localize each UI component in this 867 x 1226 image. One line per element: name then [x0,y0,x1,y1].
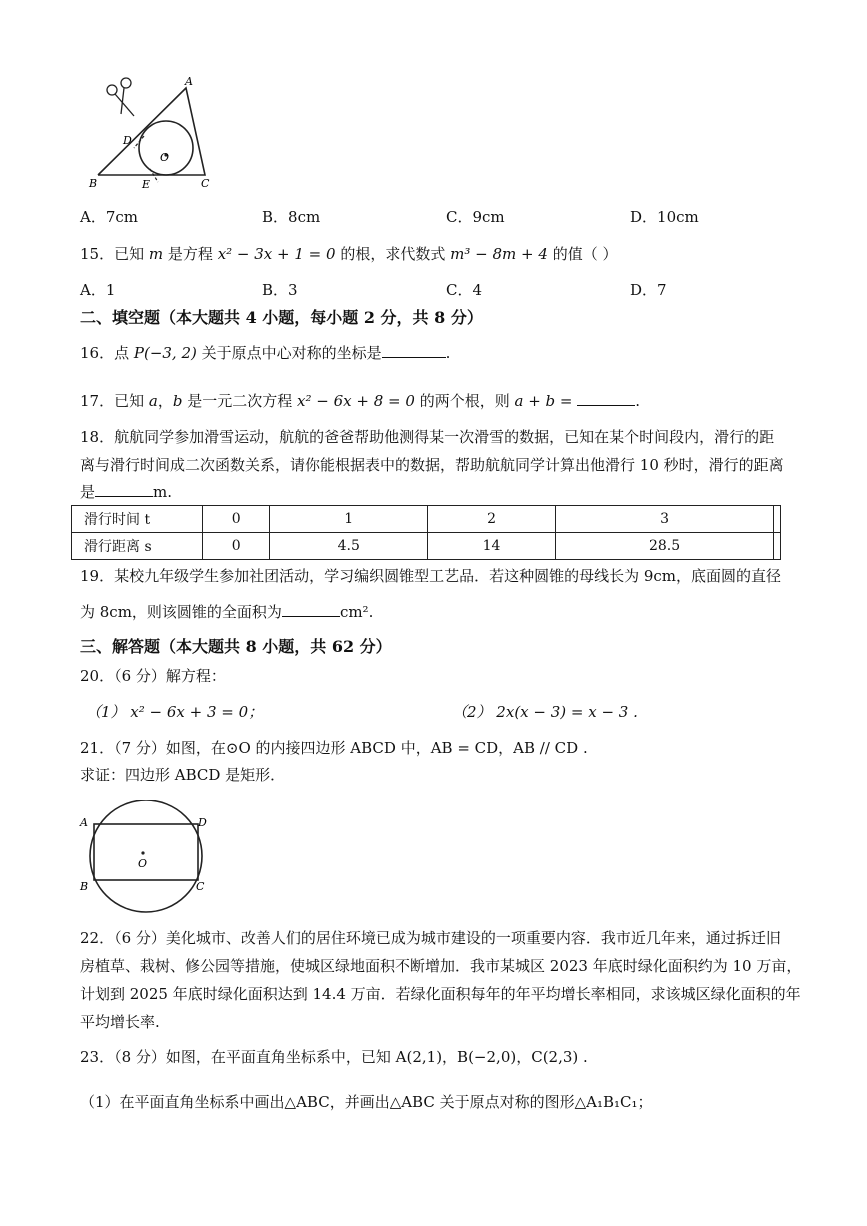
q16-point: P(−3, 2) [133,344,197,362]
q18-data-table [71,505,781,560]
q19-line2-prefix: 为 8cm，则该圆锥的全面积为 [80,603,282,621]
q19-line-1: 19．某校九年级学生参加社团活动，学习编织圆锥型工艺品．若这种圆锥的母线长为 9cm，底面圆的直径 [80,567,782,585]
vertex-label-C: C [201,177,210,190]
q17-stem [80,391,640,411]
q19-line-2 [80,602,373,622]
section-3-heading: 三、解答题（本大题共 8 小题，共 62 分） [80,637,392,656]
q15-stem [80,244,617,264]
q22-line-4: 平均增长率. [80,1013,160,1031]
q16-answer-blank[interactable] [382,343,446,358]
table-row [72,506,781,533]
q17-var-a: a [148,392,158,410]
vertex-label-B: B [80,880,89,893]
q19-answer-blank[interactable] [282,602,340,617]
q14-option-d: D．10cm [630,208,699,226]
table-row [72,533,781,560]
section-2-heading: 二、填空题（本大题共 4 小题，每小题 2 分，共 8 分） [80,308,483,327]
scissors-icon [107,78,134,116]
q21-line-1: 21．（7 分）如图，在⊙O 的内接四边形 ABCD 中，AB = CD，AB // CD . [80,739,588,757]
table-cell: 0 [203,533,270,560]
q23-part-1: （1）在平面直角坐标系中画出△ABC，并画出△ABC 关于原点对称的图形△A₁B₁C₁； [80,1093,653,1111]
q18-line3-suffix: m. [153,483,173,501]
q17-end: . [635,392,641,410]
q16-suffix: 关于原点中心对称的坐标是 [201,344,382,362]
q17-mid: 是一元二次方程 [187,392,293,410]
q17-expression: a + b = [514,392,573,410]
q19-line2-suffix: cm². [339,603,374,621]
q17-mid2: 的两个根，则 [419,392,510,410]
q20-part-2: （2） 2x(x − 3) = x − 3 . [452,703,638,721]
q18-answer-blank[interactable] [95,482,153,497]
table-cell: 14 [428,533,556,560]
table-cell: 4.5 [270,533,428,560]
q14-option-a: A．7cm [80,208,139,226]
table-cell: 1 [270,506,428,533]
q17-answer-blank[interactable] [577,391,635,406]
q15-option-b: B．3 [262,281,298,299]
table-cell [774,533,781,560]
q17-comma: ， [157,392,173,410]
vertex-label-A: A [185,75,193,88]
q17-equation: x² − 6x + 8 = 0 [297,392,415,410]
q16-end: . [445,344,451,362]
q14-option-c: C．9cm [446,208,505,226]
q17-prefix: 17．已知 [80,392,145,410]
q15-option-a: A．1 [80,281,116,299]
q15-suffix: 的值（ ） [552,245,618,263]
q18-line-2: 离与滑行时间成二次函数关系，请你能根据表中的数据，帮助航航同学计算出他滑行 10 秒时，滑行的距离 [80,456,784,474]
table-row-label: 滑行时间 t [72,506,203,533]
table-cell: 28.5 [555,533,773,560]
q20-title: 20．（6 分）解方程： [80,667,226,685]
q20-part-1: （1） x² − 6x + 3 = 0； [86,703,264,721]
q17-var-b: b [172,392,183,410]
q21-line-2: 求证：四边形 ABCD 是矩形． [80,766,286,784]
q15-var-m: m [148,245,164,263]
q15-mid2: 的根，求代数式 [340,245,446,263]
vertex-label-B: B [89,177,98,190]
table-cell: 2 [428,506,556,533]
center-label-O: O [138,857,148,870]
q15-option-c: C．4 [446,281,483,299]
q18-line-3 [80,482,172,502]
q15-expression: m³ − 8m + 4 [450,245,548,263]
table-row-label: 滑行距离 s [72,533,203,560]
center-label-O: O [160,151,170,164]
inscribed-rectangle-figure [76,800,216,915]
vertex-label-A: A [80,816,88,829]
table-cell [774,506,781,533]
vertex-label-C: C [196,880,205,893]
point-label-D: D [123,134,132,147]
vertex-label-D: D [198,816,207,829]
q16-prefix: 16．点 [80,344,130,362]
q15-equation: x² − 3x + 1 = 0 [217,245,336,263]
q23-line-1: 23．（8 分）如图，在平面直角坐标系中，已知 A(2,1)，B(−2,0)，C(2,3) . [80,1048,588,1066]
table-cell: 0 [203,506,270,533]
q18-line3-prefix: 是 [80,483,96,501]
incircle-triangle-figure [88,72,228,197]
q15-mid: 是方程 [167,245,213,263]
q18-line-1: 18．航航同学参加滑雪运动，航航的爸爸帮助他测得某一次滑雪的数据，已知在某个时间段内，滑行的距 [80,428,775,446]
point-label-E: E [142,178,151,191]
table-cell: 3 [555,506,773,533]
q22-line-2: 房植草、栽树、修公园等措施，使城区绿地面积不断增加．我市某城区 2023 年底时绿化面积约为 10 万亩， [80,957,802,975]
q22-line-3: 计划到 2025 年底时绿化面积达到 14.4 万亩．若绿化面积每年的年平均增长率相同，求该城区绿化面积的年 [80,985,801,1003]
q15-option-d: D．7 [630,281,667,299]
q16-stem [80,343,450,363]
q22-line-1: 22．（6 分）美化城市、改善人们的居住环境已成为城市建设的一项重要内容．我市近几年来，通过拆迁旧 [80,929,781,947]
q15-prefix: 15．已知 [80,245,145,263]
q14-option-b: B．8cm [262,208,321,226]
